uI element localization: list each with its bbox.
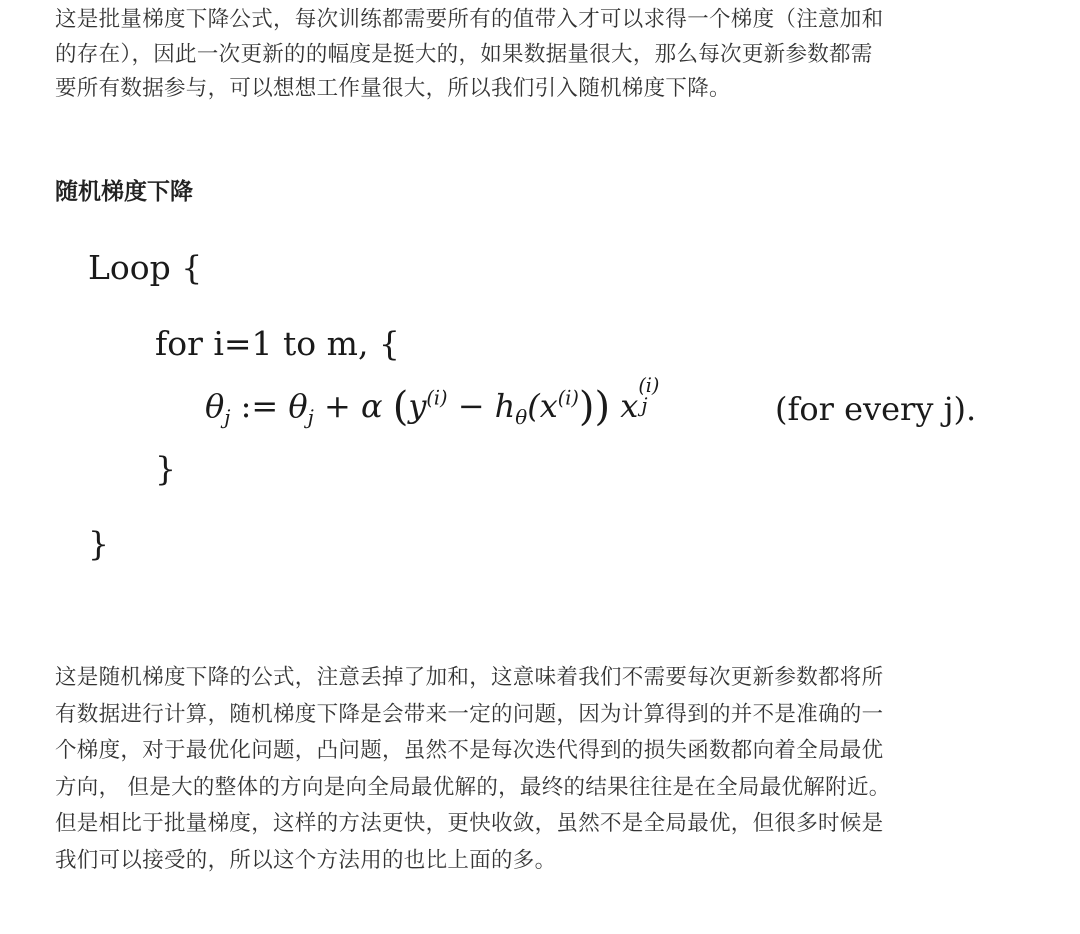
paragraph-line: 这是随机梯度下降的公式，注意丢掉了加和，这意味着我们不需要每次更新参数都将所 (55, 665, 884, 690)
formula-theta: θ (288, 386, 308, 425)
formula-subscript: j (224, 405, 231, 429)
formula-superscript: (i) (638, 374, 660, 398)
formula-update-rule (205, 374, 660, 430)
paragraph-line: 的存在），因此一次更新的的幅度是挺大的，如果数据量很大，那么每次更新参数都需 (55, 41, 873, 67)
paragraph-line: 要所有数据参与，可以想想工作量很大，所以我们引入随机梯度下降。 (55, 76, 731, 101)
body-paragraph (55, 660, 1015, 879)
formula-loop-open: Loop { (88, 248, 203, 287)
formula-superscript: (i) (557, 386, 579, 410)
formula-subscript: j (307, 405, 314, 429)
paragraph-line: 方向， 但是大的整体的方向是向全局最优解的，最终的结果往往是在全局最优解附近。 (55, 774, 891, 800)
section-heading: 随机梯度下降 (55, 179, 193, 205)
intro-paragraph (55, 3, 1015, 107)
formula-alpha: + α (313, 386, 393, 425)
formula-y: y (408, 386, 427, 425)
formula-assign: := (230, 386, 289, 425)
paragraph-line: 这是批量梯度下降公式，每次训练都需要所有的值带入才可以求得一个梯度（注意加和 (55, 7, 884, 32)
formula-subscript: θ (515, 405, 528, 429)
paragraph-line: 我们可以接受的，所以这个方法用的也比上面的多。 (55, 847, 557, 873)
formula-superscript: (i) (426, 386, 448, 410)
formula-x: (x (527, 386, 558, 425)
paragraph-line: 但是相比于批量梯度，这样的方法更快，更快收敛，虽然不是全局最优，但很多时候是 (55, 811, 884, 836)
formula-paren: ( (392, 384, 409, 430)
formula-inner-close: } (155, 449, 176, 488)
formula-paren: )) (578, 384, 611, 430)
formula-note: (for every j). (775, 390, 977, 428)
paragraph-line: 有数据进行计算，随机梯度下降是会带来一定的问题，因为计算得到的并不是准确的一 (55, 701, 884, 727)
formula-x: x (610, 386, 639, 425)
paragraph-line: 个梯度，对于最优化问题，凸问题，虽然不是每次迭代得到的损失函数都向着全局最优 (55, 738, 884, 763)
formula-h: − h (447, 386, 516, 425)
formula-for-line: for i=1 to m, { (155, 324, 400, 363)
formula-theta: θ (205, 386, 225, 425)
formula-subscript: j (641, 393, 648, 417)
formula-outer-close: } (88, 524, 109, 563)
